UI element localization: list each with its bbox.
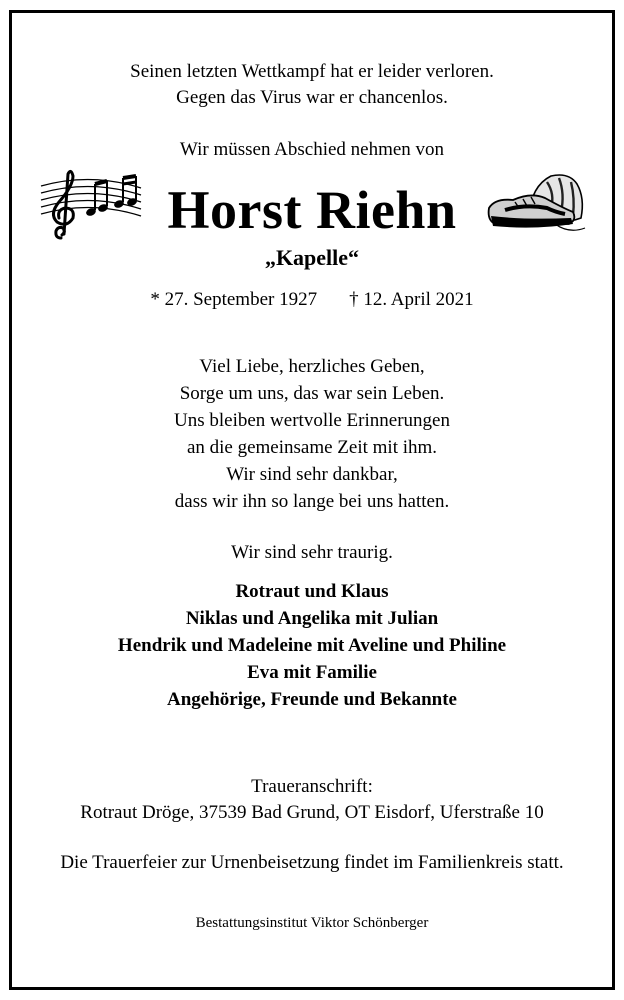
mourner-line-3: Hendrik und Madeleine mit Aveline und Philine bbox=[117, 635, 507, 656]
address-label: Traueranschrift: bbox=[251, 776, 373, 797]
life-dates bbox=[0, 287, 624, 313]
poem-line-2: Sorge um uns, das war sein Leben. bbox=[179, 383, 445, 404]
intro-line-1: Seinen letzten Wettkampf hat er leider verloren. bbox=[130, 61, 494, 82]
poem-line-1: Viel Liebe, herzliches Geben, bbox=[199, 356, 425, 377]
address-value: Rotraut Dröge, 37539 Bad Grund, OT Eisdorf, Uferstraße 10 bbox=[80, 802, 544, 823]
intro-line-2: Gegen das Virus war er chancenlos. bbox=[176, 87, 448, 108]
deceased-nickname: „Kapelle“ bbox=[264, 245, 360, 270]
poem-line-5: Wir sind sehr dankbar, bbox=[226, 464, 398, 485]
running-shoes-icon bbox=[485, 168, 590, 242]
death-date: † 12. April 2021 bbox=[349, 289, 474, 310]
sad-line: Wir sind sehr traurig. bbox=[231, 542, 393, 563]
poem-line-3: Uns bleiben wertvolle Erinnerungen bbox=[174, 410, 450, 431]
undertaker: Bestattungsinstitut Viktor Schönberger bbox=[195, 915, 429, 931]
mourner-line-1: Rotraut und Klaus bbox=[235, 581, 389, 602]
farewell-line: Wir müssen Abschied nehmen von bbox=[179, 139, 445, 160]
mourner-line-4: Eva mit Familie bbox=[247, 662, 377, 683]
deceased-name: Horst Riehn bbox=[167, 180, 457, 240]
birth-date: * 27. September 1927 bbox=[150, 289, 318, 310]
mourner-line-2: Niklas und Angelika mit Julian bbox=[185, 608, 439, 629]
poem-line-6: dass wir ihn so lange bei uns hatten. bbox=[174, 491, 450, 512]
poem-line-4: an die gemeinsame Zeit mit ihm. bbox=[186, 437, 438, 458]
mourner-line-5: Angehörige, Freunde und Bekannte bbox=[167, 689, 457, 710]
ceremony-note: Die Trauerfeier zur Urnenbeisetzung findet im Familienkreis statt. bbox=[60, 852, 564, 873]
